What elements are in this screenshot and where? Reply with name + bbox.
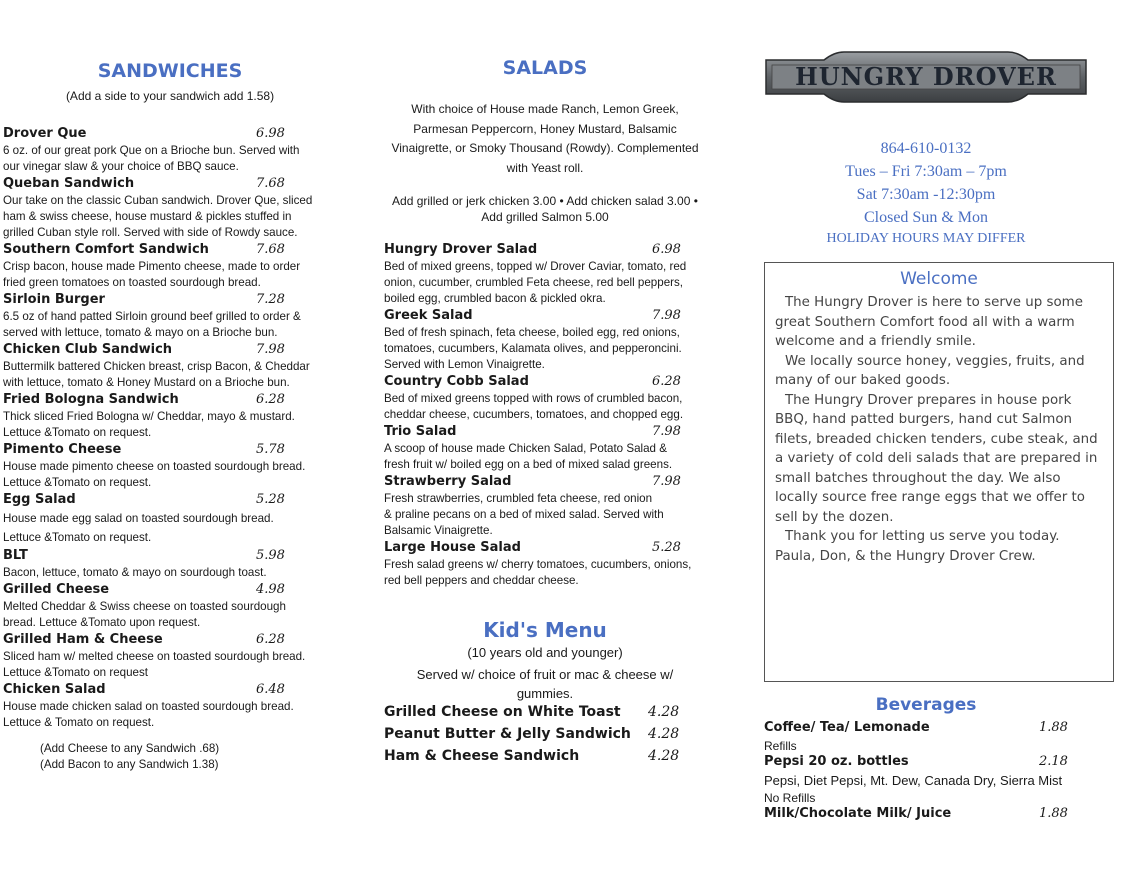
item-price: 5.98 xyxy=(256,548,285,563)
item-price: 1.88 xyxy=(1039,720,1068,735)
item-name: Chicken Club Sandwich xyxy=(3,342,173,357)
item-name: Peanut Butter & Jelly Sandwich xyxy=(384,726,631,742)
note-line: Vinaigrette, or Smoky Thousand (Rowdy). Complemented xyxy=(391,141,699,155)
menu-item xyxy=(384,474,714,539)
desc-line: Served with Lemon Vinaigrette. xyxy=(384,358,545,371)
desc-line: with lettuce, tomato & Honey Mustard on a Brioche bun. xyxy=(3,376,290,389)
desc-line: boiled egg, crumbled bacon & pickled okra. xyxy=(384,292,606,305)
item-name: Sirloin Burger xyxy=(3,292,105,307)
item-name: Trio Salad xyxy=(384,424,457,439)
item-name: Coffee/ Tea/ Lemonade xyxy=(764,720,930,735)
desc-line: House made egg salad on toasted sourdough bread. xyxy=(3,512,274,525)
item-description xyxy=(3,599,333,631)
desc-line: Our take on the classic Cuban sandwich. Drover Que, sliced xyxy=(3,194,313,207)
menu-item xyxy=(3,176,333,241)
item-description xyxy=(3,565,333,581)
desc-line: Lettuce &Tomato on request. xyxy=(3,476,152,489)
desc-line: Bed of mixed greens, topped w/ Drover Caviar, tomato, red xyxy=(384,260,687,273)
sandwich-addons xyxy=(40,741,219,773)
menu-item xyxy=(3,582,333,631)
desc-line: Fresh strawberries, crumbled feta cheese, red onion xyxy=(384,492,653,505)
closed-days: Closed Sun & Mon xyxy=(863,209,988,226)
item-price: 7.98 xyxy=(652,474,681,489)
desc-line: fresh fruit w/ boiled egg on a bed of mixed salad greens. xyxy=(384,458,673,471)
item-name: Country Cobb Salad xyxy=(384,374,529,389)
item-name: Pimento Cheese xyxy=(3,442,122,457)
item-price: 6.48 xyxy=(256,682,285,697)
addon-bacon: (Add Bacon to any Sandwich 1.38) xyxy=(40,758,219,771)
salad-list xyxy=(384,242,714,590)
hours-weekday: Tues – Fri 7:30am – 7pm xyxy=(845,163,1007,180)
hungry-drover-logo xyxy=(764,50,1088,104)
menu-item xyxy=(384,726,714,748)
desc-line: Bed of mixed greens topped with rows of crumbled bacon, xyxy=(384,392,683,405)
item-name: Egg Salad xyxy=(3,492,76,507)
item-price: 6.28 xyxy=(652,374,681,389)
item-name: Southern Comfort Sandwich xyxy=(3,242,209,257)
desc-line: Thick sliced Fried Bologna w/ Cheddar, mayo & mustard. xyxy=(3,410,295,423)
item-price: 5.28 xyxy=(652,540,681,555)
desc-line: 6.5 oz of hand patted Sirloin ground beef grilled to order & xyxy=(3,310,301,323)
item-description xyxy=(384,557,714,589)
beverages-heading: Beverages xyxy=(875,695,977,715)
item-name: Hungry Drover Salad xyxy=(384,242,538,257)
item-price: 1.88 xyxy=(1039,806,1068,821)
menu-item xyxy=(384,704,714,726)
addon-cheese: (Add Cheese to any Sandwich .68) xyxy=(40,742,220,755)
item-name: Grilled Ham & Cheese xyxy=(3,632,163,647)
item-price: 7.98 xyxy=(652,308,681,323)
item-price: 6.28 xyxy=(256,632,285,647)
desc-line: Lettuce &Tomato on request xyxy=(3,666,149,679)
menu-item xyxy=(764,720,1094,754)
item-name: Greek Salad xyxy=(384,308,473,323)
menu-item xyxy=(3,632,333,681)
item-description xyxy=(384,259,714,307)
welcome-paragraph: We locally source honey, veggies, fruits, and many of our baked goods. xyxy=(775,353,1085,388)
note-line: Parmesan Peppercorn, Honey Mustard, Balsamic xyxy=(413,121,677,136)
note-line: Add grilled or jerk chicken 3.00 • Add chicken salad 3.00 • xyxy=(392,194,698,208)
desc-line: Lettuce &Tomato on request. xyxy=(3,426,152,439)
contact-info xyxy=(760,137,1092,249)
item-name: Queban Sandwich xyxy=(3,176,135,191)
item-name: Milk/Chocolate Milk/ Juice xyxy=(764,806,952,821)
menu-item xyxy=(384,748,714,770)
logo-text: HUNGRY DROVER xyxy=(795,62,1057,91)
welcome-paragraph: The Hungry Drover is here to serve up some great Southern Comfort food all with a warm welcome and a friendly smile. xyxy=(775,295,1083,349)
kids-age-note: (10 years old and younger) xyxy=(467,645,623,660)
menu-item xyxy=(3,682,333,731)
item-description xyxy=(384,325,714,373)
item-price: 4.98 xyxy=(256,582,285,597)
menu-item xyxy=(3,242,333,291)
item-description xyxy=(3,699,333,731)
welcome-paragraph: The Hungry Drover prepares in house pork BBQ, hand patted burgers, hand cut Salmon filets, breaded chicken tenders, cube steak, and a variety of cold deli salads that are prepared in small batches throughout the day. We also locally source free range eggs that we offer to sell by the dozen. xyxy=(775,392,1098,525)
item-price: 7.28 xyxy=(256,292,285,307)
note-line: With choice of House made Ranch, Lemon Greek, xyxy=(411,102,679,116)
item-price: 4.28 xyxy=(648,726,680,742)
desc-line: Bacon, lettuce, tomato & mayo on sourdough toast. xyxy=(3,566,267,579)
hours-saturday: Sat 7:30am -12:30pm xyxy=(856,186,996,203)
menu-item xyxy=(3,492,333,547)
item-price: 4.28 xyxy=(648,704,680,720)
item-name: Large House Salad xyxy=(384,540,521,555)
item-price: 4.28 xyxy=(648,748,680,764)
item-price: 6.98 xyxy=(256,126,285,141)
desc-line: Melted Cheddar & Swiss cheese on toasted sourdough xyxy=(3,600,286,613)
item-description xyxy=(384,391,714,423)
menu-item xyxy=(384,374,714,423)
desc-line: red bell peppers and cheddar cheese. xyxy=(384,574,579,587)
welcome-signature: Paula, Don, & the Hungry Drover Crew. xyxy=(775,548,1036,564)
desc-line: Crisp bacon, house made Pimento cheese, made to order xyxy=(3,260,301,273)
menu-item xyxy=(764,806,1094,824)
dressing-choice-note xyxy=(380,100,710,178)
item-name: Ham & Cheese Sandwich xyxy=(384,748,580,764)
item-name: Pepsi 20 oz. bottles xyxy=(764,754,909,769)
menu-item xyxy=(384,424,714,473)
item-price: 6.28 xyxy=(256,392,285,407)
desc-line: 6 oz. of our great pork Que on a Brioche bun. Served with xyxy=(3,144,300,157)
item-price: 7.68 xyxy=(256,176,285,191)
item-name: Grilled Cheese xyxy=(3,582,110,597)
item-price: 6.98 xyxy=(652,242,681,257)
note-line: with Yeast roll. xyxy=(506,160,584,175)
desc-line: bread. Lettuce &Tomato upon request. xyxy=(3,616,201,629)
menu-item xyxy=(3,548,333,581)
item-name: Fried Bologna Sandwich xyxy=(3,392,179,407)
desc-line: Lettuce &Tomato on request. xyxy=(3,531,152,544)
item-name: BLT xyxy=(3,548,28,563)
desc-line: Fresh salad greens w/ cherry tomatoes, cucumbers, onions, xyxy=(384,558,692,571)
desc-line: our vinegar slaw & your choice of BBQ sauce. xyxy=(3,160,239,173)
desc-line: Balsamic Vinaigrette. xyxy=(384,524,493,537)
desc-line: cheddar cheese, cucumbers, tomatoes, and chopped egg. xyxy=(384,408,684,421)
menu-item xyxy=(384,242,714,307)
sandwiches-heading: SANDWICHES xyxy=(97,60,243,82)
item-description xyxy=(3,649,333,681)
item-price: 2.18 xyxy=(1039,754,1068,769)
note-line: Add grilled Salmon 5.00 xyxy=(481,210,609,224)
item-description xyxy=(3,359,333,391)
item-name: Grilled Cheese on White Toast xyxy=(384,704,621,720)
item-description: Pepsi, Diet Pepsi, Mt. Dew, Canada Dry, Sierra Mist xyxy=(764,773,1063,788)
menu-item xyxy=(3,442,333,491)
desc-line: tomatoes, cucumbers, Kalamata olives, and pepperoncini. xyxy=(384,342,682,355)
item-description xyxy=(3,143,333,175)
welcome-heading: Welcome xyxy=(900,269,978,289)
sandwiches-side-note: (Add a side to your sandwich add 1.58) xyxy=(65,89,275,103)
desc-line: onion, cucumber, crumbled Feta cheese, red bell peppers, xyxy=(384,276,684,289)
desc-line: A scoop of house made Chicken Salad, Potato Salad & xyxy=(384,442,667,455)
item-name: Strawberry Salad xyxy=(384,474,512,489)
beverage-list xyxy=(764,720,1094,824)
desc-line: Buttermilk battered Chicken breast, crisp Bacon, & Cheddar xyxy=(3,360,310,373)
item-description xyxy=(3,509,333,547)
item-description xyxy=(384,441,714,473)
desc-line: & praline pecans on a bed of mixed salad. Served with xyxy=(384,508,664,521)
desc-line: Lettuce & Tomato on request. xyxy=(3,716,155,729)
menu-item xyxy=(384,540,714,589)
menu-item xyxy=(3,342,333,391)
menu-item xyxy=(384,308,714,373)
item-description: No Refills xyxy=(764,791,816,805)
desc-line: grilled Cuban style roll. Served with side of Rowdy sauce. xyxy=(3,226,298,239)
item-description xyxy=(3,259,333,291)
item-price: 7.98 xyxy=(652,424,681,439)
item-description xyxy=(3,459,333,491)
item-price: 7.68 xyxy=(256,242,285,257)
desc-line: Sliced ham w/ melted cheese on toasted sourdough bread. xyxy=(3,650,306,663)
desc-line: House made pimento cheese on toasted sourdough bread. xyxy=(3,460,306,473)
welcome-box xyxy=(764,262,1114,682)
salads-heading: SALADS xyxy=(502,57,588,79)
item-description xyxy=(3,193,333,241)
item-description xyxy=(3,309,333,341)
desc-line: served with lettuce, tomato & mayo on a Brioche bun. xyxy=(3,326,278,339)
phone-number: 864-610-0132 xyxy=(880,140,972,157)
item-name: Chicken Salad xyxy=(3,682,106,697)
menu-item xyxy=(764,754,1094,806)
kids-served-note: Served w/ choice of fruit or mac & cheese w/ gummies. xyxy=(416,667,674,701)
item-price: 7.98 xyxy=(256,342,285,357)
welcome-paragraph: Thank you for letting us serve you today. xyxy=(785,529,1060,544)
menu-item xyxy=(3,126,333,175)
menu-item xyxy=(3,392,333,441)
desc-line: ham & swiss cheese, house mustard & pickles stuffed in xyxy=(3,210,292,223)
desc-line: Bed of fresh spinach, feta cheese, boiled egg, red onions, xyxy=(384,326,680,339)
item-description: Refills xyxy=(764,739,797,753)
item-name: Drover Que xyxy=(3,126,87,141)
kids-menu-heading: Kid's Menu xyxy=(483,618,607,642)
desc-line: fried green tomatoes on toasted sourdough bread. xyxy=(3,276,261,289)
item-price: 5.78 xyxy=(256,442,285,457)
holiday-note: HOLIDAY HOURS MAY DIFFER xyxy=(826,231,1026,246)
item-description xyxy=(384,491,714,539)
menu-item xyxy=(3,292,333,341)
item-description xyxy=(3,409,333,441)
item-price: 5.28 xyxy=(256,492,285,507)
kids-list xyxy=(384,704,714,770)
desc-line: House made chicken salad on toasted sourdough bread. xyxy=(3,700,294,713)
salad-addon-note xyxy=(380,193,710,225)
sandwich-list xyxy=(3,126,333,732)
